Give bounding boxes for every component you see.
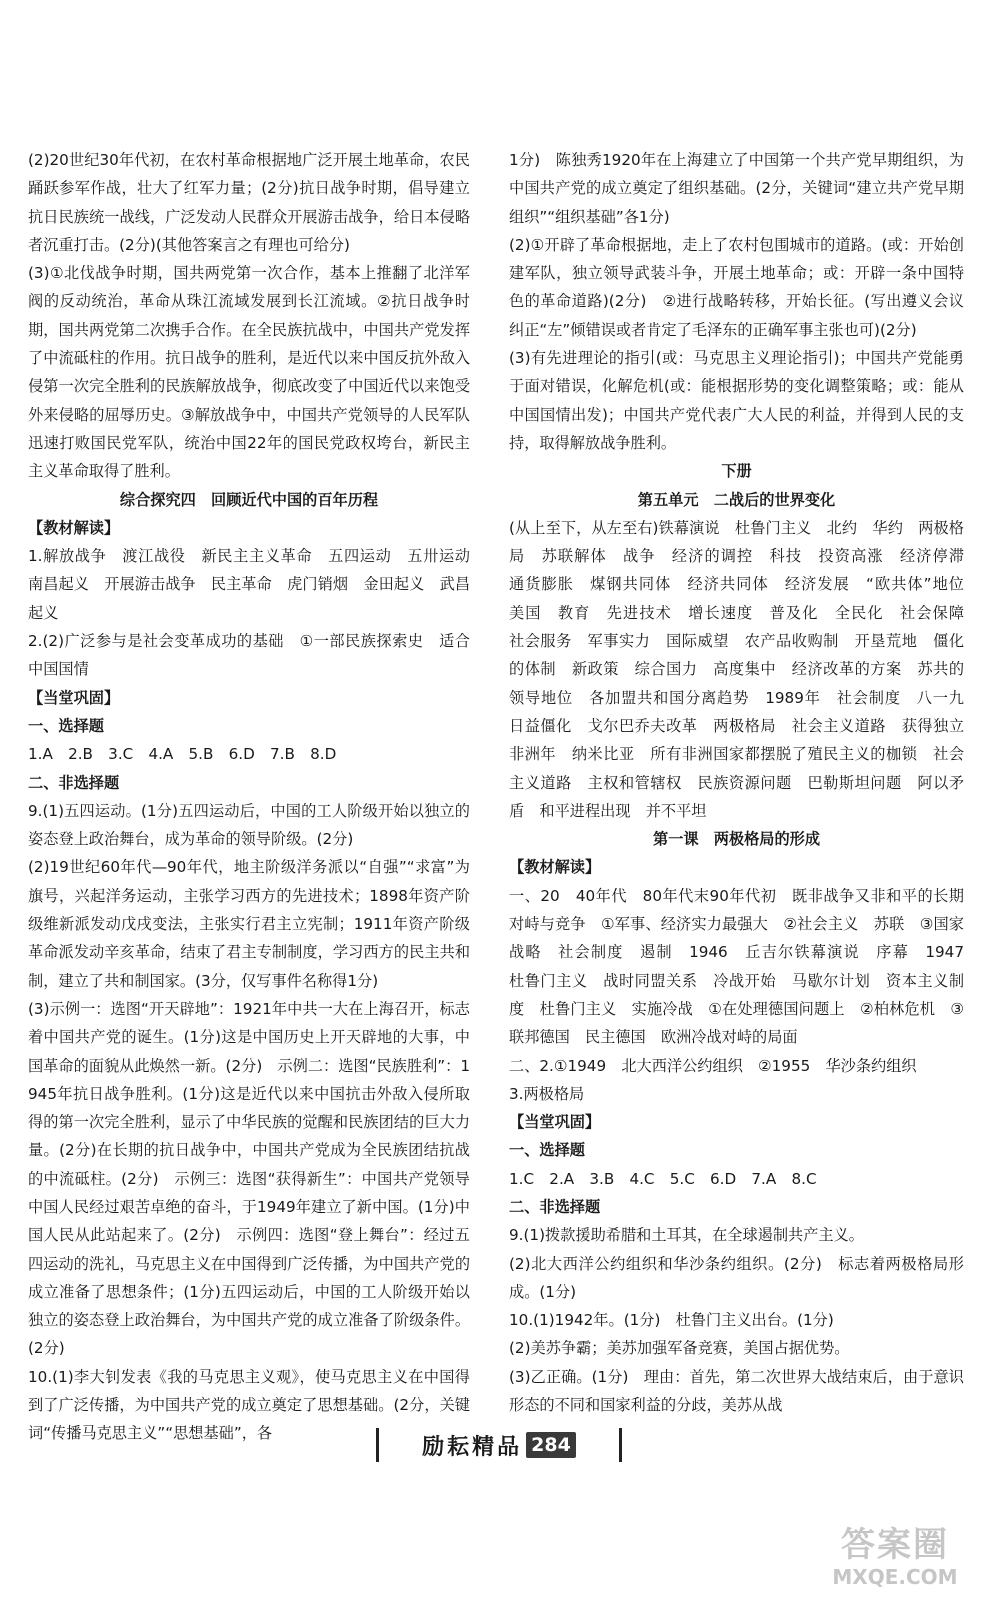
answer-paragraph: 二、2.①1949 北大西洋公约组织 ②1955 华沙条约组织 [509, 1056, 917, 1075]
section-heading: 一、选择题 [509, 1141, 585, 1160]
section-heading: 一、选择题 [28, 716, 104, 735]
answer-paragraph: (2)20世纪30年代初，在农村革命根据地广泛开展土地革命，农民踊跃参军作战，壮大了红军力量；(2分)抗日战争时期，倡导建立抗日民族统一战线，广泛发动人民群众开展游击战争，给日本侵略者沉重打击。(2分)(其他答案言之有理也可给分) [28, 151, 470, 254]
answer-paragraph: 1.A 2.B 3.C 4.A 5.B 6.D 7.B 8.D [28, 745, 337, 764]
answer-paragraph: (2)①开辟了革命根据地，走上了农村包围城市的道路。(或：开始创建军队，独立领导武装斗争，开展土地革命；或：开辟一条中国特色的革命道路)(2分) ②进行战略转移，开始长征。(写出遵义会议纠正“左”倾错误或者肯定了毛泽东的正确军事主张也可)(2分) [509, 235, 964, 339]
section-heading: 二、非选择题 [509, 1197, 601, 1216]
section-title: 第一课 两极格局的形成 [652, 830, 821, 849]
watermark [805, 1525, 985, 1595]
answer-paragraph: (2)19世纪60年代—90年代，地主阶级洋务派以“自强”“求富”为旗号，兴起洋务运动，主张学习西方的先进技术；1898年资产阶级维新派发动戊戌变法，主张实行君主立宪制；1911年资产阶级革命派发动辛亥革命，结束了君主专制制度，学习西方的民主共和制，建立了共和制国家。(3分，仅写事件名称得1分) [28, 858, 470, 990]
page-number: 284 [526, 1432, 576, 1458]
section-heading: 【当堂巩固】 [28, 688, 120, 707]
answer-paragraph: (2)北大西洋公约组织和华沙条约组织。(2分) 标志着两极格局形成。(1分) [509, 1254, 964, 1301]
answer-paragraph: 10.(1)1942年。(1分) 杜鲁门主义出台。(1分) [509, 1311, 834, 1330]
section-title: 综合探究四 回顾近代中国的百年历程 [119, 490, 379, 509]
section-title: 第五单元 二战后的世界变化 [637, 490, 836, 509]
answer-paragraph: 1.C 2.A 3.B 4.C 5.C 6.D 7.A 8.C [509, 1169, 817, 1188]
answer-paragraph: 2.(2)广泛参与是社会变革成功的基础 ①一部民族探索史 适合中国国情 [28, 632, 470, 679]
answer-paragraph: (2)美苏争霸；美苏加强军备竞赛，美国占据优势。 [509, 1339, 850, 1358]
answer-paragraph: (从上至下，从左至右)铁幕演说 杜鲁门主义 北约 华约 两极格局 苏联解体 战争 经济的调控 科技 投资高涨 经济停滞 通货膨胀 煤钢共同体 经济共同体 经济发展 “欧共体”地位 美国 教育 先进技术 增长速度 普及化 全民化 社会保障 社会服务 军事实力 国际威望 农产品收购制 开垦荒地 僵化的体制 新政策 综合国力 高度集中 经济改革的方案 苏共的领导地位 各加盟共和国分离趋势 1989年 社会制度 八一九 日益僵化 戈尔巴乔夫改革 两极格局 社会主义道路 获得独立 非洲年 纳米比亚 所有非洲国家都摆脱了殖民主义的枷锁 社会主义道路 主权和管辖权 民族资源问题 巴勒斯坦问题 阿以矛盾 和平进程出现 并不平坦 [509, 518, 980, 820]
page-footer [376, 1428, 622, 1462]
answer-paragraph: (3)①北伐战争时期，国共两党第一次合作，基本上推翻了北洋军阀的反动统治，革命从珠江流域发展到长江流域。②抗日战争时期，国共两党第二次携手合作。在全民族抗战中，中国共产党发挥了中流砥柱的作用。抗日战争的胜利，是近代以来中国反抗外敌入侵第一次完全胜利的民族解放战争，彻底改变了中国近代以来饱受外来侵略的屈辱历史。③解放战争中，中国共产党领导的人民军队迅速打败国民党军队，统治中国22年的国民党政权垮台，新民主主义革命取得了胜利。 [28, 264, 470, 481]
section-title: 下册 [721, 462, 752, 481]
left-column [28, 146, 486, 1448]
watermark-cn: 答案圈 [841, 1525, 949, 1565]
watermark-en: MXQE.COM [832, 1565, 958, 1589]
answer-paragraph: 1分) 陈独秀1920年在上海建立了中国第一个共产党早期组织，为中国共产党的成立奠定了组织基础。(2分，关键词“建立共产党早期组织”“组织基础”各1分) [509, 151, 964, 226]
answer-paragraph: 3.两极格局 [509, 1084, 585, 1103]
answer-paragraph: 9.(1)拨款援助希腊和土耳其，在全球遏制共产主义。 [509, 1226, 864, 1245]
answer-paragraph: (3)有先进理论的指引(或：马克思主义理论指引)；中国共产党能勇于面对错误，化解危机(或：能根据形势的变化调整策略；或：能从中国国情出发)；中国共产党代表广大人民的利益，并得到人民的支持，取得解放战争胜利。 [509, 349, 964, 452]
section-heading: 【教材解读】 [509, 858, 601, 877]
section-heading: 【教材解读】 [28, 518, 120, 537]
answer-paragraph: (3)乙正确。(1分) 理由：首先，第二次世界大战结束后，由于意识形态的不同和国家利益的分歧，美苏从战 [509, 1367, 964, 1415]
answer-paragraph: 9.(1)五四运动。(1分)五四运动后，中国的工人阶级开始以独立的姿态登上政治舞台，成为革命的领导阶级。(2分) [28, 801, 470, 849]
answer-paragraph: 10.(1)李大钊发表《我的马克思主义观》，使马克思主义在中国得到了广泛传播，为中国共产党的成立奠定了思想基础。(2分，关键词“传播马克思主义”“思想基础”，各 [28, 1367, 470, 1443]
answer-paragraph: 1.解放战争 渡江战役 新民主主义革命 五四运动 五卅运动 南昌起义 开展游击战争 民主革命 虎门销烟 金田起义 武昌起义 [28, 547, 486, 622]
footer-brand: 励耘精品 [422, 1434, 523, 1460]
answer-paragraph: (3)示例一：选图“开天辟地”：1921年中共一大在上海召开，标志着中国共产党的诞生。(1分)这是中国历史上开天辟地的大事，中国革命的面貌从此焕然一新。(2分) 示例二：选图“民族胜利”：1945年抗日战争胜利。(1分)这是近代以来中国抗击外敌入侵所取得的第一次完全胜利，显示了中华民族的觉醒和民族团结的巨大力量。(2分)在长期的抗日战争中，中国共产党成为全民族团结抗战的中流砥柱。(2分) 示例三：选图“获得新生”：中国共产党领导中国人民经过艰苦卓绝的奋斗，于1949年建立了新中国。(1分)中国人民从此站起来了。(2分) 示例四：选图“登上舞台”：经过五四运动的洗礼，马克思主义在中国得到广泛传播，为中国共产党的成立准备了思想条件；(1分)五四运动后，中国的工人阶级开始以独立的姿态登上政治舞台，为中国共产党的成立准备了阶级条件。(2分) [28, 999, 470, 1358]
right-column [509, 146, 980, 1419]
section-heading: 【当堂巩固】 [509, 1113, 601, 1132]
answer-paragraph: 一、20 40年代 80年代末90年代初 既非战争又非和平的长期对峙与竞争 ①军事、经济实力最强大 ②社会主义 苏联 ③国家战略 社会制度 遏制 1946 丘吉尔铁幕演说 序幕 1947 杜鲁门主义 战时同盟关系 冷战开始 马歇尔计划 资本主义制度 杜鲁门主义 实施冷战 ①在处理德国问题上 ②柏林危机 ③联邦德国 民主德国 欧洲冷战对峙的局面 [509, 886, 980, 1047]
section-heading: 二、非选择题 [28, 773, 120, 792]
